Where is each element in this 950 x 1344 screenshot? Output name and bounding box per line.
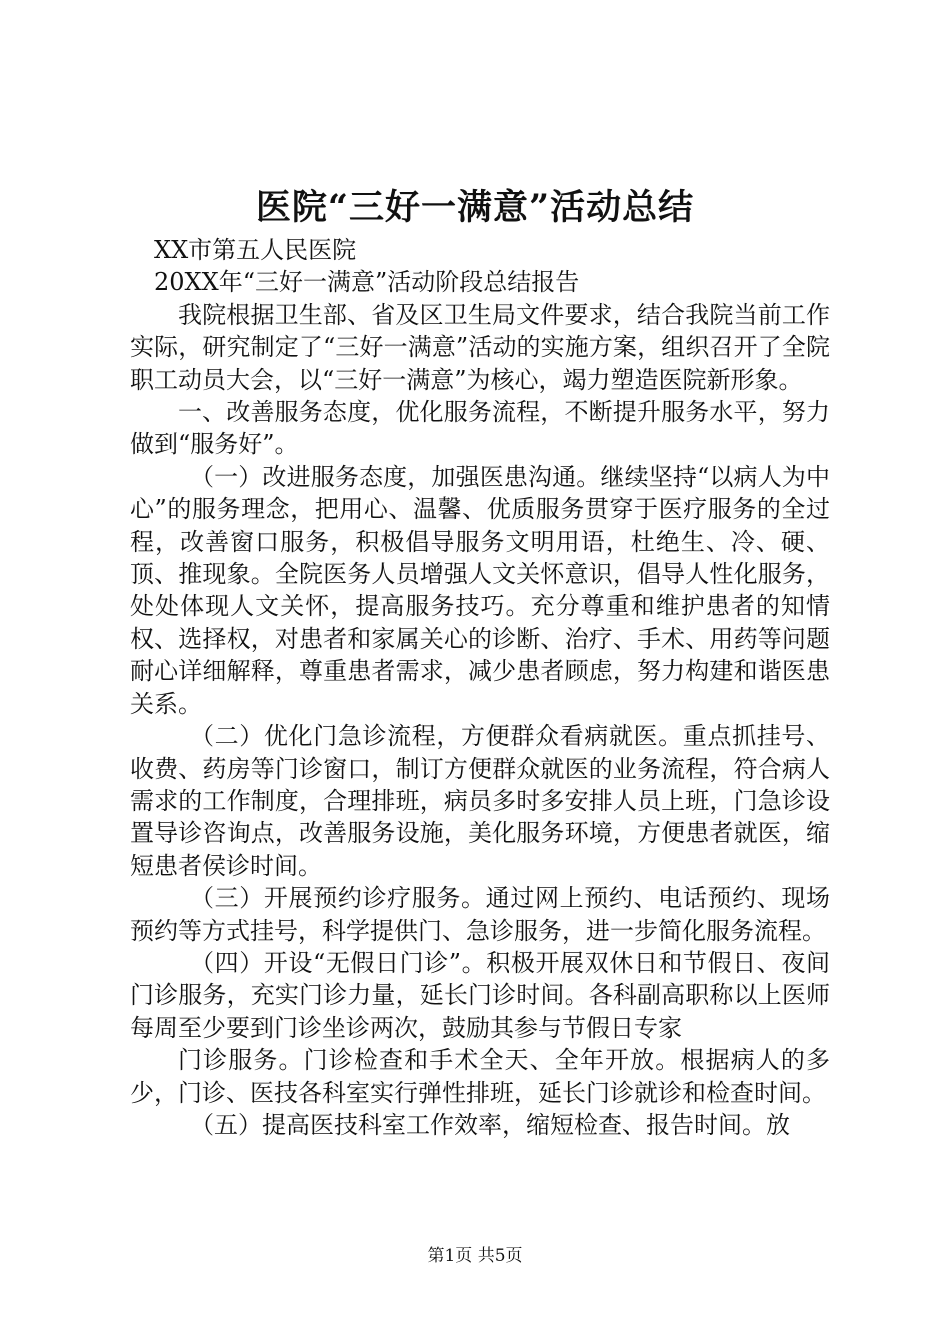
paragraph-item-three: （三）开展预约诊疗服务。通过网上预约、电话预约、现场预约等方式挂号，科学提供门、急诊服务，进一步简化服务流程。 xyxy=(130,884,830,945)
document-title: 医院“三好一满意”活动总结 xyxy=(255,187,695,228)
paragraph-item-four: （四）开设“无假日门诊”。积极开展双休日和节假日、夜间门诊服务，充实门诊力量，延长门诊时间。各科副高职称以上医师每周至少要到门诊坐诊两次，鼓励其参与节假日专家 xyxy=(130,948,830,1042)
page-number-footer: 第1页 共5页 xyxy=(427,1246,523,1266)
section-heading-one: 一、改善服务态度，优化服务流程，不断提升服务水平，努力做到“服务好”。 xyxy=(130,398,830,459)
report-subtitle: 20XX年“三好一满意”活动阶段总结报告 xyxy=(154,268,580,297)
paragraph-continuation: 门诊服务。门诊检查和手术全天、全年开放。根据病人的多少，门诊、医技各科室实行弹性排班，延长门诊就诊和检查时间。 xyxy=(130,1046,830,1107)
document-body xyxy=(130,234,830,1141)
hospital-name: XX市第五人民医院 xyxy=(154,236,357,264)
paragraph-item-two: （二）优化门急诊流程，方便群众看病就医。重点抓挂号、收费、药房等门诊窗口，制订方便群众就医的业务流程，符合病人需求的工作制度，合理排班，病员多时多安排人员上班，门急诊设置导诊咨询点，改善服务设施，美化服务环境，方便患者就医，缩短患者侯诊时间。 xyxy=(130,722,830,880)
intro-paragraph: 我院根据卫生部、省及区卫生局文件要求，结合我院当前工作实际，研究制定了“三好一满意”活动的实施方案，组织召开了全院职工动员大会，以“三好一满意”为核心，竭力塑造医院新形象。 xyxy=(130,300,830,394)
paragraph-item-five: （五）提高医技科室工作效率，缩短检查、报告时间。放 xyxy=(190,1110,790,1139)
paragraph-item-one: （一）改进服务态度，加强医患沟通。继续坚持“以病人为中心”的服务理念，把用心、温馨、优质服务贯穿于医疗服务的全过程，改善窗口服务，积极倡导服务文明用语，杜绝生、冷、硬、顶、推现象。全院医务人员增强人文关怀意识，倡导人性化服务，处处体现人文关怀，提高服务技巧。充分尊重和维护患者的知情权、选择权，对患者和家属关心的诊断、治疗、手术、用药等问题耐心详细解释，尊重患者需求，减少患者顾虑，努力构建和谐医患关系。 xyxy=(130,462,830,718)
